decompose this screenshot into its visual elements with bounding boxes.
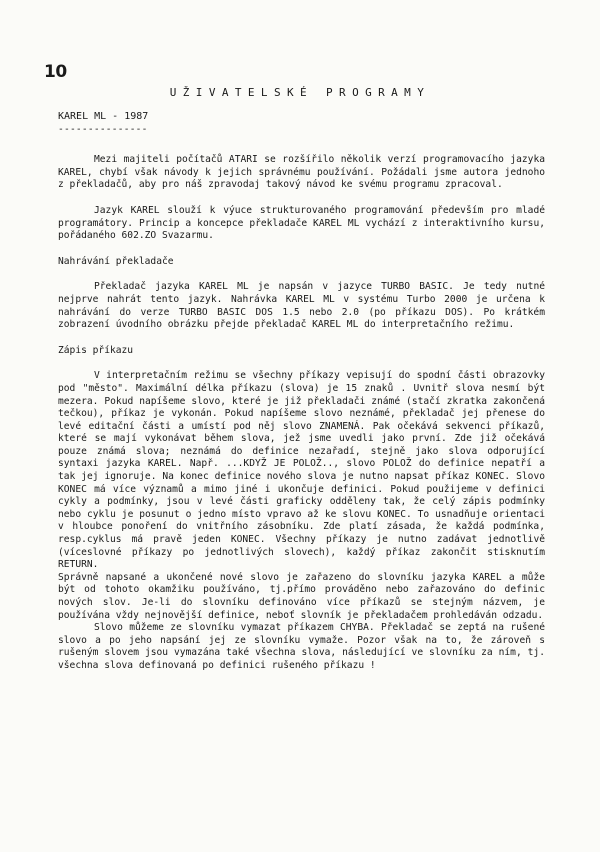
paragraph-dictionary: Správně napsané a ukončené nové slovo je zařazeno do slovníku jazyka KAREL a může být od tohoto okamžiku používáno, tj.přímo prováděno nebo zařazováno do definic nových slov. Je-li do slovníku definováno více příkazů se stejným názvem, je používána vždy nejnovější definice, neboť slovník je překladačem prohledáván odzadu. (58, 571, 545, 621)
article-title: KAREL ML - 1987 (58, 111, 149, 122)
heading-loading: Nahrávání překladače (58, 255, 174, 267)
paragraph-language: Jazyk KAREL slouží k výuce strukturovaného programování především pro mladé programátory. Princip a koncepce překladače KAREL ML vychází z interaktivního kursu, pořádaného 602.ZO Svazarmu. (58, 204, 545, 242)
article-title-block (58, 111, 545, 136)
heading-commands: Zápis příkazu (58, 344, 134, 356)
article-body (58, 111, 545, 673)
title-underline: --------------- (58, 123, 148, 135)
paragraph-commands: V interpretačním režimu se všechny příkazy vepisují do spodní části obrazovky pod "město". Maximální délka příkazu (slova) je 15 znaků . Uvnitř slova nesmí být mezera. Pokud napíšeme slovo, které je již překladači známé (stačí zkratka zakončená tečkou), příkaz je vykonán. Pokud napíšeme slovo neznámé, překladač jej přenese do levé editační části a umístí pod něj slovo ZNAMENÁ. Pak očekává sekvenci příkazů, které se mají vykonávat během slova, jež jsme uvedli jako první. Zde již očekává pouze známá slova; neznámá do definice nezařadí, stejně jako slova odporující syntaxi jazyka KAREL. Např. ...KDYŽ JE POLOŽ.., slovo POLOŽ do definice nepatří a tak jej ignoruje. Na konec definice nového slova je nutno napsat příkaz KONEC. Slovo KONEC má více významů a mimo jiné i ukončuje definici. Pokud použijeme v definici cykly a podmínky, jsou v levé části graficky odděleny tak, že celý zápis podmínky nebo cyklu je posunut o jedno místo vpravo až ke slovu KONEC. To usnadňuje orientaci v hloubce ponoření do vnitřního zásobníku. Zde platí zásada, že každá podmínka, resp.cyklus má pravě jeden KONEC. Všechny příkazy je nutno zadávat jednotlivě (víceslovné příkazy po jednotlivých slovech), každý příkaz zakončit stisknutím RETURN. (58, 370, 545, 571)
paragraph-loading: Překladač jazyka KAREL ML je napsán v jazyce TURBO BASIC. Je tedy nutné nejprve nahrát tento jazyk. Nahrávka KAREL ML v systému Turbo 2000 je určena k nahrávání do verze TURBO BASIC DOS 1.5 nebo 2.0 (po příkazu DOS). Po krátkém zobrazení úvodního obrázku přejde překladač KAREL ML do interpretačního režimu. (58, 281, 545, 331)
paragraph-intro: Mezi majiteli počítačů ATARI se rozšířilo několik verzí programovacího jazyka KAREL, chybí však návody k jejich správnému používání. Požádali jsme autora jednoho z překladačů, aby pro náš zpravodaj takový návod ke svému programu zpracoval. (58, 154, 545, 191)
page-number: 10 (44, 62, 67, 82)
paragraph-delete: Slovo můžeme ze slovníku vymazat příkazem CHYBA. Překladač se zeptá na rušené slovo a po jeho napsání jej ze slovníku vymaže. Pozor však na to, že zároveň s rušeným slovem jsou vymazána také všechna slova, následující ve slovníku za ním, tj. všechna slova definovaná po definici rušeného příkazu ! (58, 622, 545, 671)
section-title: UŽIVATELSKÉ PROGRAMY (169, 86, 431, 99)
